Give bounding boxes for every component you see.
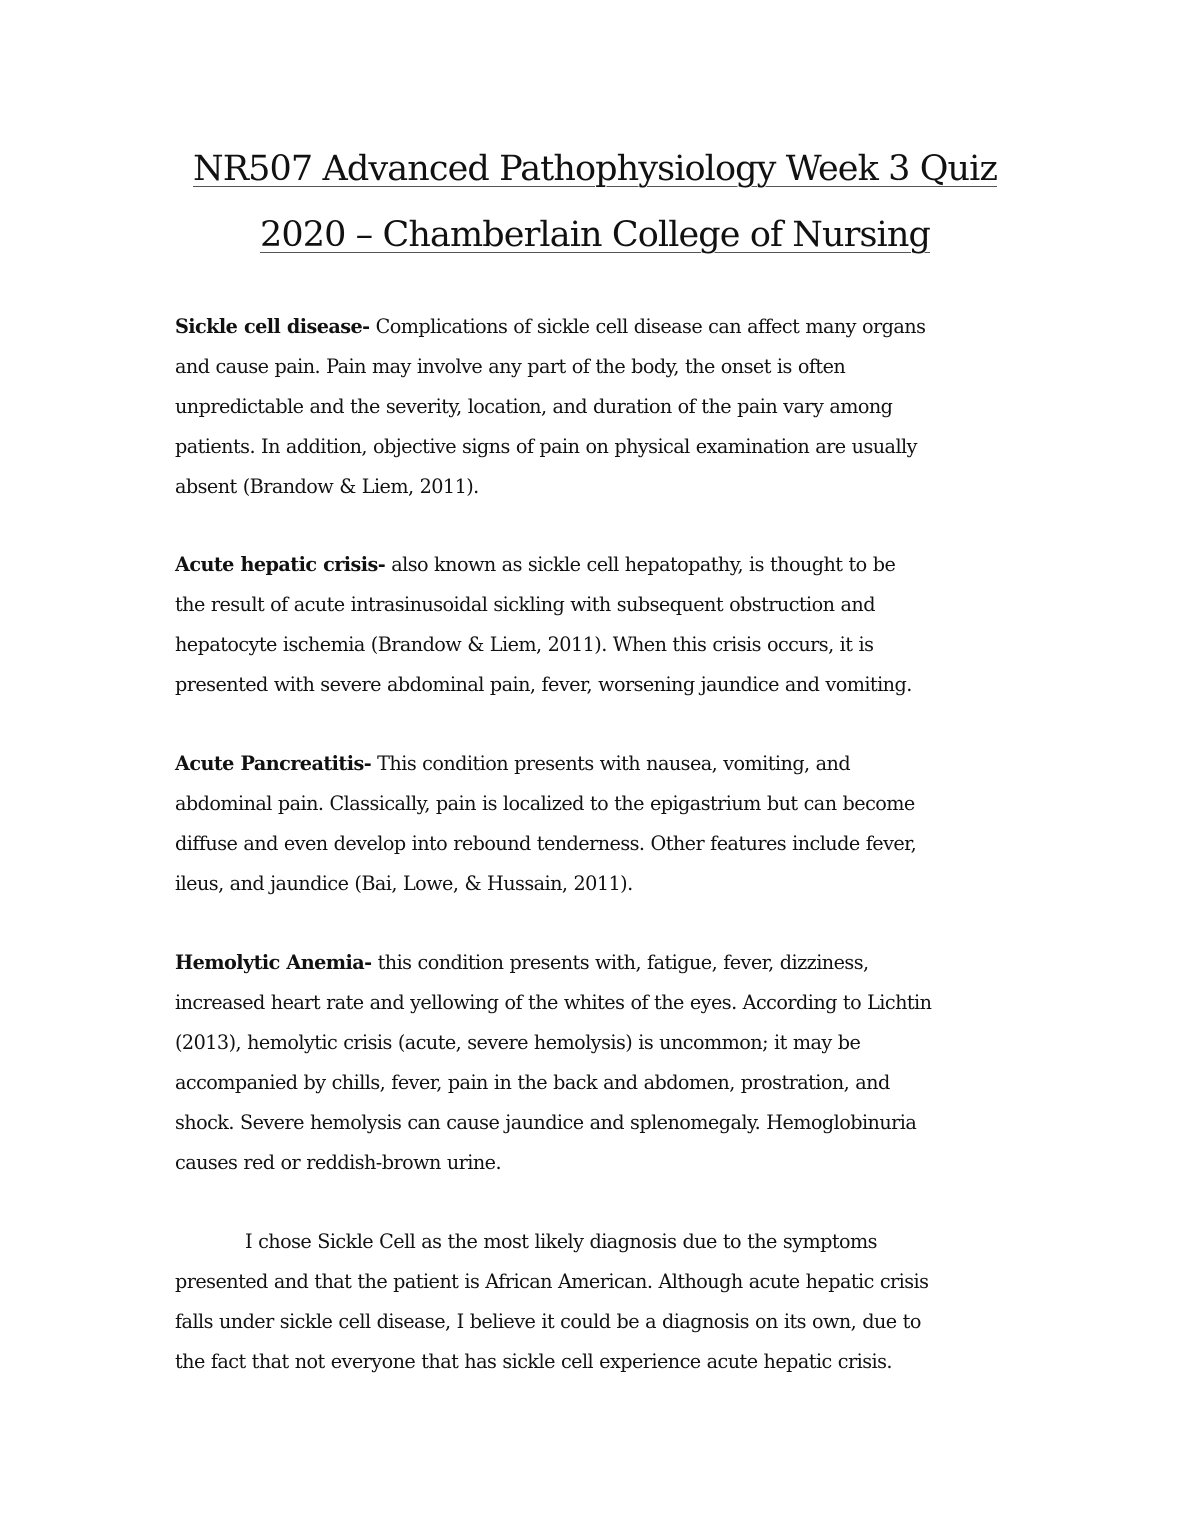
paragraph-line: ileus, and jaundice (Bai, Lowe, & Hussain, 2011). <box>175 872 633 895</box>
section-sickle-cell-disease <box>175 307 1015 507</box>
paragraph-line <box>175 545 1015 585</box>
paragraph-line: increased heart rate and yellowing of the whites of the eyes. According to Lichtin <box>175 991 932 1014</box>
paragraph-line: falls under sickle cell disease, I believe it could be a diagnosis on its own, due to <box>175 1310 921 1333</box>
section-term: Acute Pancreatitis- <box>175 752 372 775</box>
paragraph-line <box>175 744 1015 784</box>
paragraph-line: presented with severe abdominal pain, fever, worsening jaundice and vomiting. <box>175 673 912 696</box>
section-acute-pancreatitis <box>175 744 1015 904</box>
paragraph-line: accompanied by chills, fever, pain in the back and abdomen, prostration, and <box>175 1071 890 1094</box>
document-title <box>150 136 1040 268</box>
line-text: I chose Sickle Cell as the most likely diagnosis due to the symptoms <box>245 1230 877 1253</box>
paragraph-line: the result of acute intrasinusoidal sickling with subsequent obstruction and <box>175 593 875 616</box>
section-acute-hepatic-crisis <box>175 545 1015 705</box>
paragraph-line: (2013), hemolytic crisis (acute, severe hemolysis) is uncommon; it may be <box>175 1031 861 1054</box>
paragraph-line: presented and that the patient is African American. Although acute hepatic crisis <box>175 1270 929 1293</box>
section-hemolytic-anemia <box>175 943 1015 1183</box>
section-term: Acute hepatic crisis- <box>175 553 386 576</box>
line-text: Complications of sickle cell disease can affect many organs <box>369 315 926 338</box>
paragraph-line: absent (Brandow & Liem, 2011). <box>175 475 479 498</box>
line-text: This condition presents with nausea, vomiting, and <box>371 752 851 775</box>
paragraph-line: hepatocyte ischemia (Brandow & Liem, 2011). When this crisis occurs, it is <box>175 633 874 656</box>
title-line-2: 2020 – Chamberlain College of Nursing <box>259 215 930 255</box>
line-text: this condition presents with, fatigue, fever, dizziness, <box>371 951 869 974</box>
paragraph-line: unpredictable and the severity, location, and duration of the pain vary among <box>175 395 893 418</box>
paragraph-line: the fact that not everyone that has sickle cell experience acute hepatic crisis. <box>175 1350 892 1373</box>
title-line-1: NR507 Advanced Pathophysiology Week 3 Quiz <box>193 149 997 189</box>
paragraph-line <box>175 1222 1015 1262</box>
paragraph-line: diffuse and even develop into rebound tenderness. Other features include fever, <box>175 832 917 855</box>
conclusion-paragraph <box>175 1222 1015 1382</box>
paragraph-line <box>175 943 1015 983</box>
paragraph-line: and cause pain. Pain may involve any part of the body, the onset is often <box>175 355 846 378</box>
paragraph-line: shock. Severe hemolysis can cause jaundice and splenomegaly. Hemoglobinuria <box>175 1111 917 1134</box>
section-term: Sickle cell disease- <box>175 315 370 338</box>
paragraph-line: causes red or reddish-brown urine. <box>175 1151 502 1174</box>
paragraph-line: patients. In addition, objective signs of pain on physical examination are usually <box>175 435 917 458</box>
paragraph-line <box>175 307 1015 347</box>
paragraph-line: abdominal pain. Classically, pain is localized to the epigastrium but can become <box>175 792 915 815</box>
line-text: also known as sickle cell hepatopathy, is thought to be <box>385 553 896 576</box>
section-term: Hemolytic Anemia- <box>175 951 372 974</box>
